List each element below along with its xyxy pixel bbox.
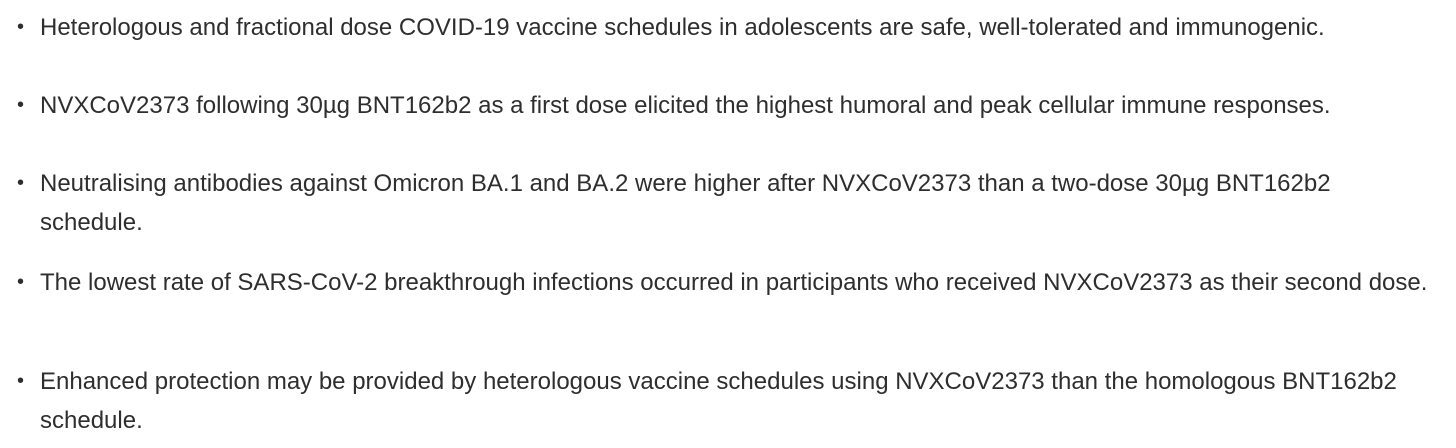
highlight-text: Enhanced protection may be provided by heterologous vaccine schedules using NVXCoV2373 than the homologous BNT162b2 schedule. [40,368,1397,434]
highlight-item [17,8,1440,47]
highlight-text: NVXCoV2373 following 30µg BNT162b2 as a first dose elicited the highest humoral and peak cellular immune responses. [40,92,1331,119]
highlight-item [17,164,1440,242]
bullet-icon: • [17,370,25,392]
highlight-item [17,86,1440,125]
highlight-text: Heterologous and fractional dose COVID-19 vaccine schedules in adolescents are safe, well-tolerated and immunogenic. [40,14,1325,41]
highlight-text: Neutralising antibodies against Omicron BA.1 and BA.2 were higher after NVXCoV2373 than a two-dose 30µg BNT162b2 schedule. [40,170,1331,236]
highlight-item [17,362,1440,440]
bullet-icon: • [17,172,25,194]
bullet-icon: • [17,16,25,38]
highlight-item [17,263,1440,302]
highlight-text: The lowest rate of SARS-CoV-2 breakthrough infections occurred in participants who received NVXCoV2373 as their second dose. [40,269,1428,296]
bullet-icon: • [17,271,25,293]
bullet-icon: • [17,94,25,116]
